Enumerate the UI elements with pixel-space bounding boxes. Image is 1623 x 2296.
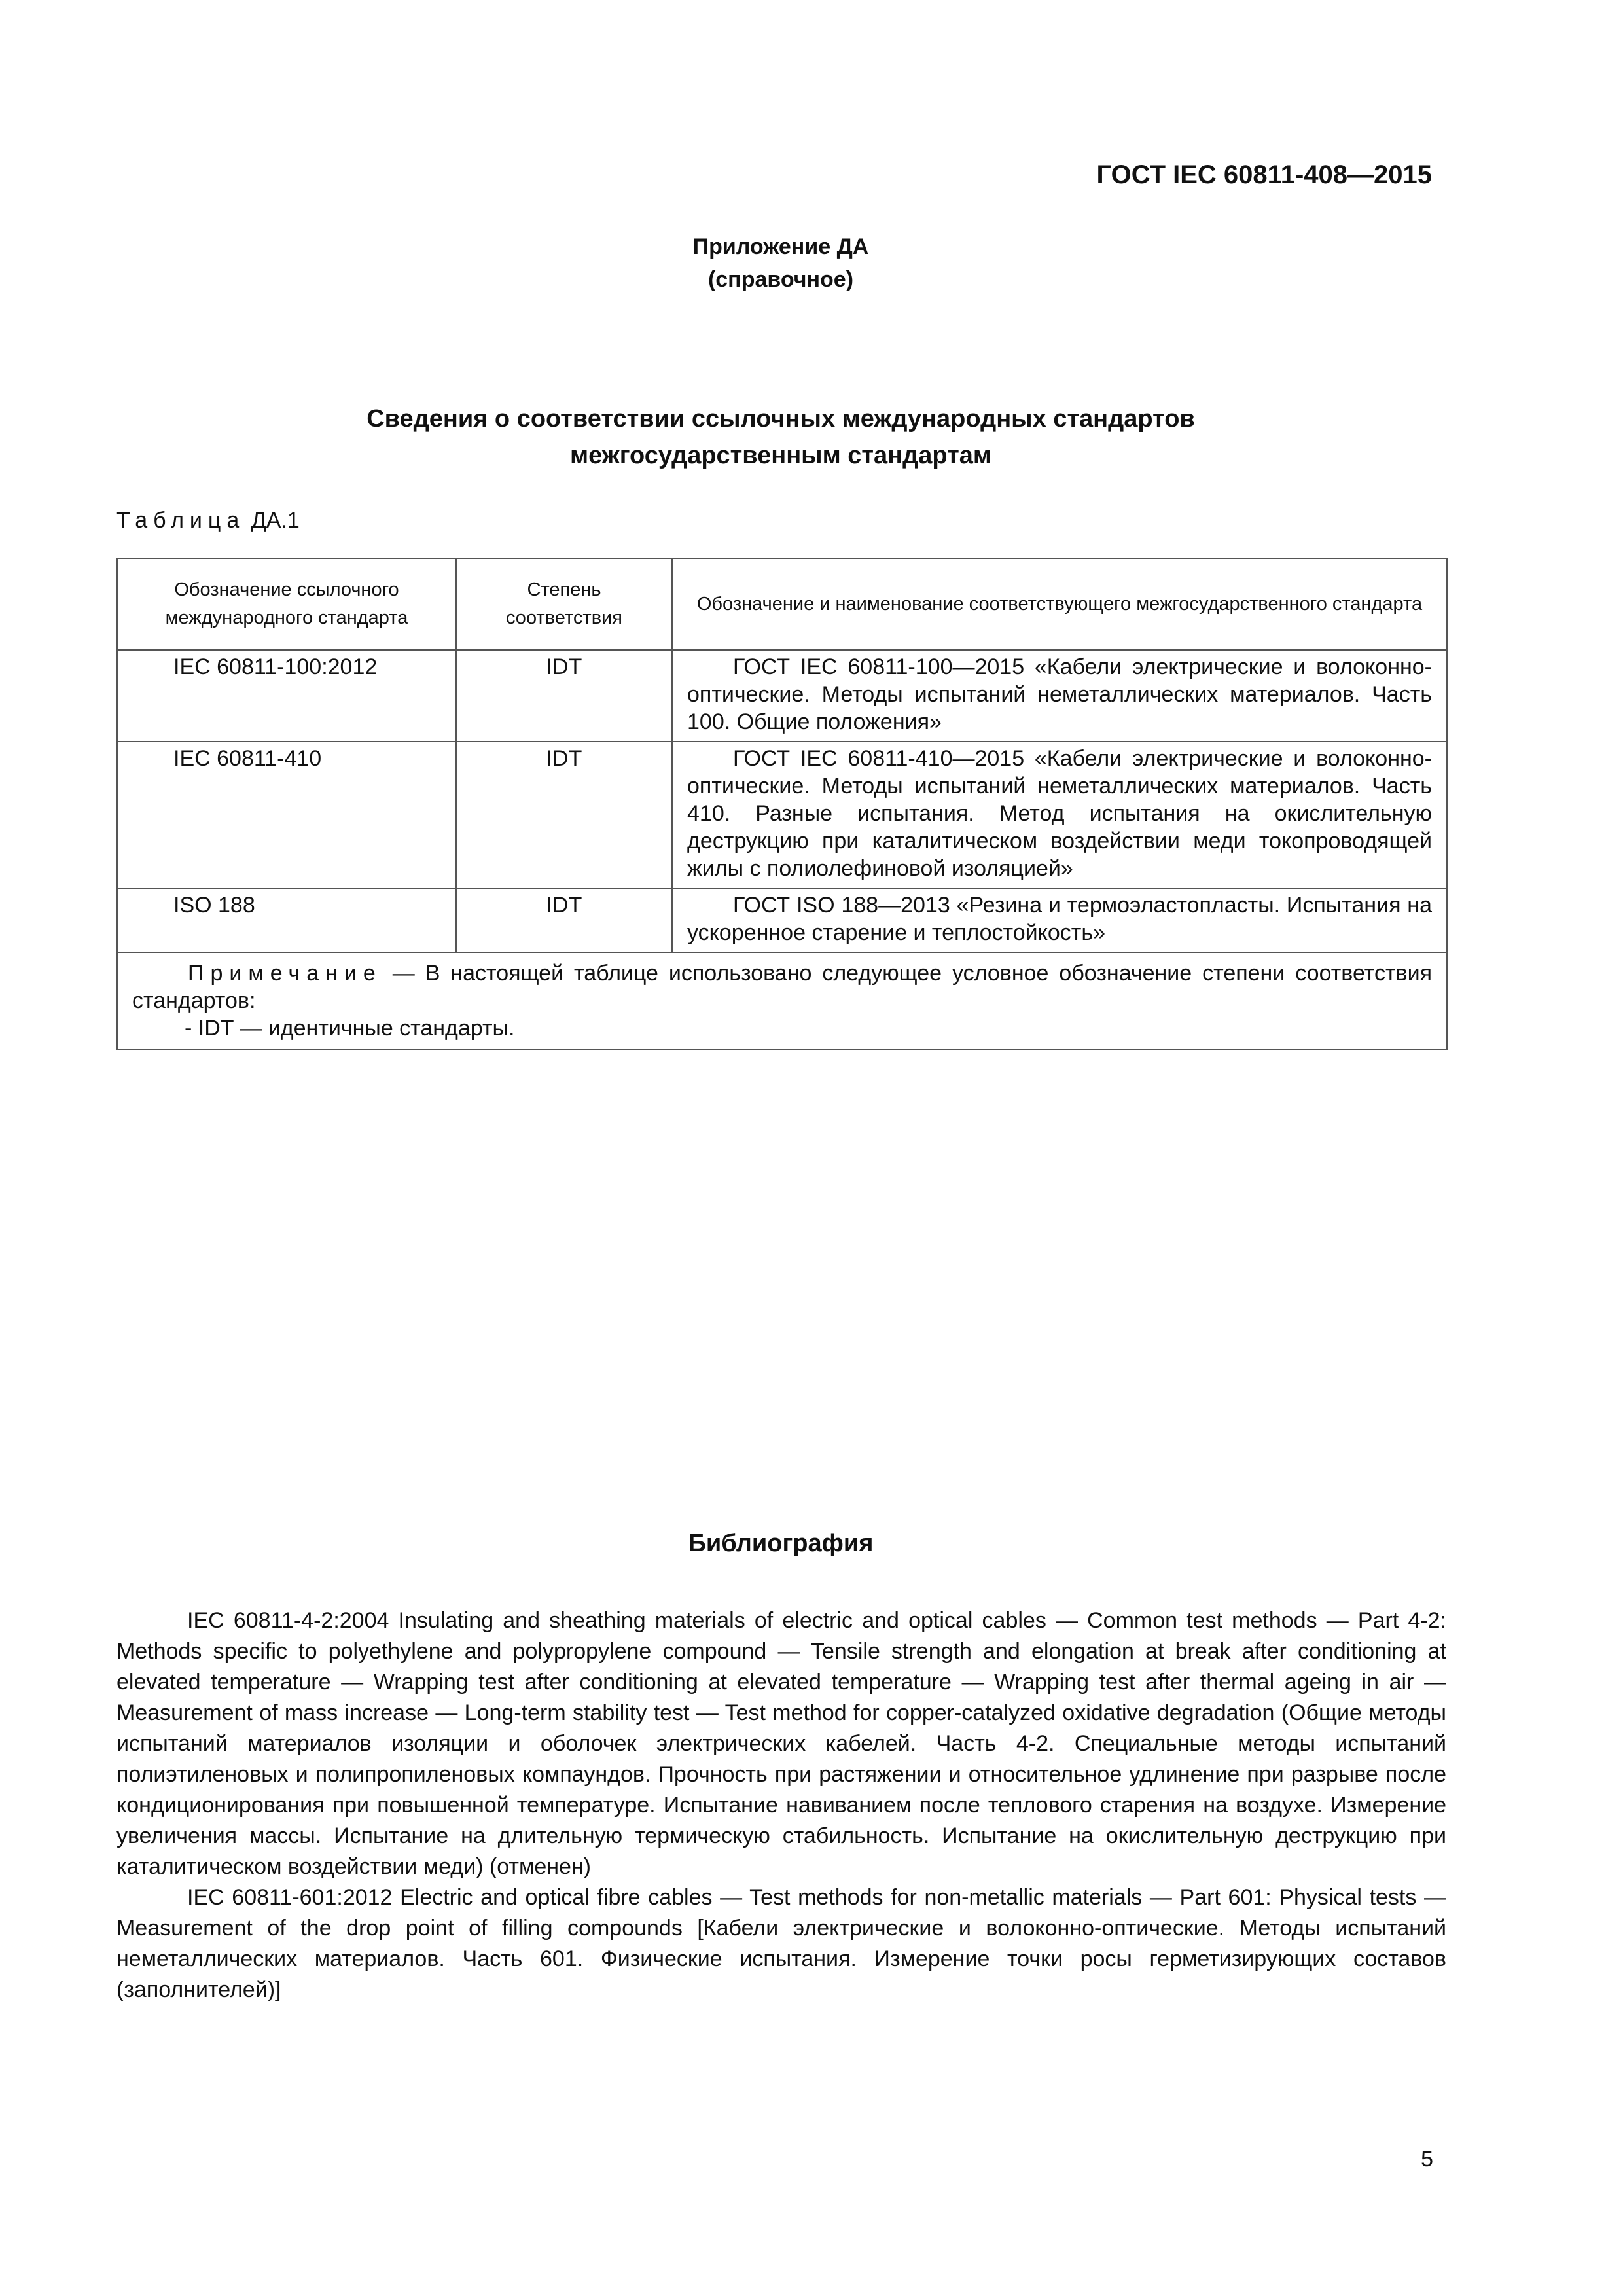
table-caption-word: Таблица: [116, 508, 245, 533]
cell-degree: IDT: [456, 888, 672, 952]
document-code: ГОСТ IEC 60811-408—2015: [1096, 160, 1432, 189]
note-label: Примечание: [188, 961, 382, 986]
cell-international-standard: IEC 60811-100:2012: [117, 650, 456, 742]
bibliography-entry: IEC 60811-601:2012 Electric and optical fibre cables — Test methods for non-metallic materials — Part 601: Physical tests — Measurement of the drop point of filling compounds [Кабели электрические и волоконно-оптические. Методы испытаний неметаллических материалов. Часть 601. Физические испытания. Измерение точки росы герметизирующих составов (заполнителей)]: [116, 1885, 1446, 2002]
appendix-title: Приложение ДА: [692, 234, 869, 259]
header-international-standard: Обозначение ссылочного международного стандарта: [117, 558, 456, 650]
table-header-row: [117, 558, 1447, 650]
table-note-row: [117, 952, 1447, 1049]
note-text: — В настоящей таблице использовано следующее условное обозначение степени соответствия стандартов:: [132, 961, 1432, 1013]
cell-international-standard: IEC 60811-410: [117, 742, 456, 888]
note-paragraph: [132, 960, 1432, 1014]
section-title: [0, 401, 1561, 474]
table-row: [117, 650, 1447, 742]
table-row: [117, 742, 1447, 888]
standards-table: [116, 558, 1448, 1050]
header-degree: Степень соответствия: [456, 558, 672, 650]
section-title-line-2: межгосударственным стандартам: [570, 442, 991, 469]
cell-interstate-standard: ГОСТ IEC 60811-100—2015 «Кабели электрические и волоконно-оптические. Методы испытаний неметаллических материалов. Часть 100. Общие положения»: [672, 650, 1447, 742]
cell-interstate-standard: ГОСТ ISO 188—2013 «Резина и термоэластопласты. Испытания на ускоренное старение и теплостойкость»: [672, 888, 1447, 952]
bibliography-title: Библиография: [688, 1530, 874, 1557]
page-number: 5: [1421, 2147, 1433, 2172]
appendix-subtitle: (справочное): [707, 267, 854, 292]
appendix-heading: [0, 230, 1561, 296]
cell-interstate-standard: ГОСТ IEC 60811-410—2015 «Кабели электрические и волоконно-оптические. Методы испытаний неметаллических материалов. Часть 410. Разные испытания. Метод испытания на окислительную деструкцию при каталитическом воздействии меди токопроводящей жилы с полиолефиновой изоляцией»: [672, 742, 1447, 888]
table-row: [117, 888, 1447, 952]
table-note: [117, 952, 1447, 1049]
bibliography-entry: IEC 60811-4-2:2004 Insulating and sheathing materials of electric and optical cables — Common test methods — Part 4-2: Methods specific to polyethylene and polypropylene compound — Tensile strength and elongation at break after conditioning at elevated temperature — Wrapping test after conditioning at elevated temperature — Wrapping test after thermal ageing in air — Measurement of mass increase — Long-term stability test — Test method for copper-catalyzed oxidative degradation (Общие методы испытаний материалов изоляции и оболочек электрических кабелей. Часть 4-2. Специальные методы испытаний полиэтиленовых и полипропиленовых компаундов. Прочность при растяжении и относительное удлинение при разрыве после кондиционирования при повышенной температуре. Испытание навиванием после теплового старения на воздухе. Измерение увеличения массы. Испытание на длительную термическую стабильность. Испытание на окислительную деструкцию при каталитическом воздействии меди) (отменен): [116, 1608, 1446, 1879]
cell-degree: IDT: [456, 742, 672, 888]
bibliography-list: [116, 1605, 1446, 2005]
note-list-item: - IDT — идентичные стандарты.: [185, 1016, 515, 1041]
header-interstate-standard: Обозначение и наименование соответствующего межгосударственного стандарта: [672, 558, 1447, 650]
cell-degree: IDT: [456, 650, 672, 742]
section-title-line-1: Сведения о соответствии ссылочных международных стандартов: [366, 405, 1195, 433]
cell-international-standard: ISO 188: [117, 888, 456, 952]
table-caption: [116, 508, 300, 533]
table-caption-id: ДА.1: [251, 508, 300, 533]
